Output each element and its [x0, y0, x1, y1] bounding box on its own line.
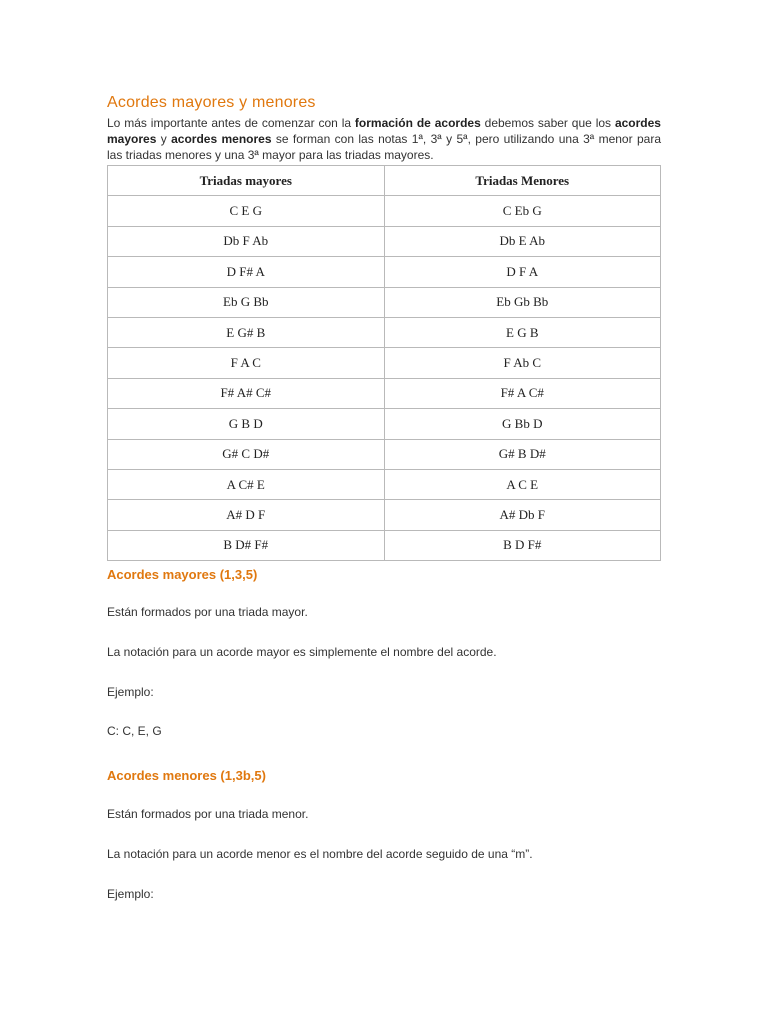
major-notation-text: La notación para un acorde mayor es simplemente el nombre del acorde. [107, 645, 497, 659]
intro-text-4: se forman con las notas 1ª, 3ª y 5ª, pero utilizando una 3ª menor para las triadas menores y una 3ª mayor para las triadas mayores. [107, 132, 661, 162]
table-header-row [108, 166, 661, 196]
table-row [108, 287, 661, 317]
minor-triad: G# B D# [384, 439, 661, 469]
major-triad: G# C D# [108, 439, 385, 469]
triads-table [107, 165, 661, 561]
major-triad: G B D [108, 409, 385, 439]
major-triad: E G# B [108, 317, 385, 347]
table-row [108, 439, 661, 469]
major-example-label: Ejemplo: [107, 685, 154, 699]
table-row [108, 469, 661, 499]
intro-bold-menores: acordes menores [171, 132, 272, 146]
major-description: Están formados por una triada mayor. [107, 605, 308, 619]
intro-text-3: y [156, 132, 172, 146]
intro-text-1: Lo más importante antes de comenzar con la [107, 116, 355, 130]
table-row [108, 409, 661, 439]
minor-triad: D F A [384, 257, 661, 287]
header-major: Triadas mayores [108, 166, 385, 196]
intro-text-2: debemos saber que los [480, 116, 615, 130]
major-triad: B D# F# [108, 530, 385, 560]
table-row [108, 348, 661, 378]
major-triad: F A C [108, 348, 385, 378]
table-row [108, 378, 661, 408]
table-row [108, 530, 661, 560]
table-row [108, 500, 661, 530]
minor-triad: G Bb D [384, 409, 661, 439]
minor-triad: Db E Ab [384, 226, 661, 256]
table-row [108, 226, 661, 256]
minor-triad: A# Db F [384, 500, 661, 530]
minor-triad: C Eb G [384, 196, 661, 226]
minor-section-heading: Acordes menores (1,3b,5) [107, 768, 266, 783]
minor-triad: F Ab C [384, 348, 661, 378]
minor-triad: A C E [384, 469, 661, 499]
table-row [108, 196, 661, 226]
major-triad: A C# E [108, 469, 385, 499]
intro-bold-mayores: acordes mayores [107, 116, 661, 146]
minor-description: Están formados por una triada menor. [107, 807, 309, 821]
header-minor: Triadas Menores [384, 166, 661, 196]
minor-triad: E G B [384, 317, 661, 347]
minor-notation-text: La notación para un acorde menor es el nombre del acorde seguido de una “m”. [107, 847, 533, 861]
intro-bold-formacion: formación de acordes [354, 116, 481, 130]
major-triad: A# D F [108, 500, 385, 530]
minor-triad: Eb Gb Bb [384, 287, 661, 317]
major-triad: D F# A [108, 257, 385, 287]
minor-triad: F# A C# [384, 378, 661, 408]
intro-paragraph [107, 115, 661, 163]
minor-example-label: Ejemplo: [107, 887, 154, 901]
page-title: Acordes mayores y menores [107, 94, 316, 111]
minor-triad: B D F# [384, 530, 661, 560]
major-section-heading: Acordes mayores (1,3,5) [107, 567, 258, 582]
major-triad: F# A# C# [108, 378, 385, 408]
major-triad: C E G [108, 196, 385, 226]
major-triad: Eb G Bb [108, 287, 385, 317]
major-triad: Db F Ab [108, 226, 385, 256]
table-row [108, 257, 661, 287]
table-row [108, 317, 661, 347]
major-example-value: C: C, E, G [107, 724, 162, 738]
